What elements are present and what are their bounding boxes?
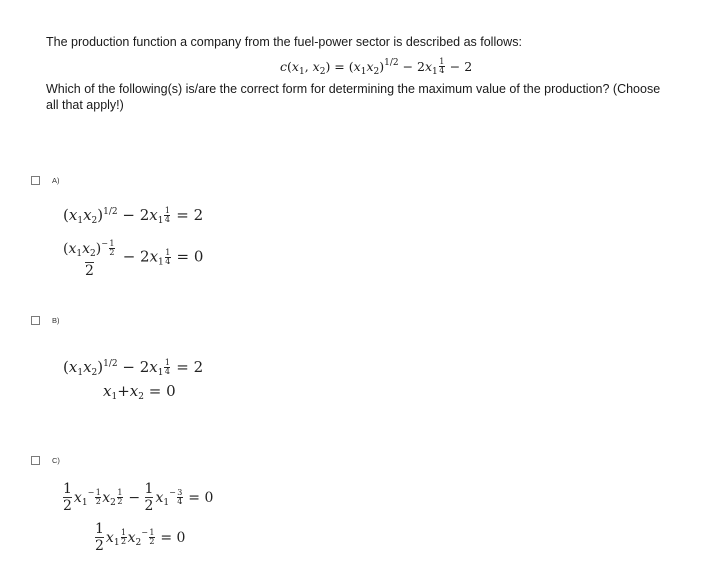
- option-a-checkbox[interactable]: [31, 176, 40, 185]
- option-a-equation-2: $(x_1x_2)^-$ $^{\frac{1}{2}}$ 2 − $2x_1$ $^{\frac{1}{4}}$ = 0: [63, 239, 204, 279]
- question-line-1: The production function a company from the fuel-power sector is described as follows:: [46, 35, 522, 49]
- option-a[interactable]: [31, 176, 60, 185]
- option-c-label: C): [52, 456, 60, 465]
- option-c-equation-1: $\frac{1}{2}$ $x_1^-$ $^{\frac{1}{2}}$ $x_2$ $^{\frac{1}{2}}$ − $\frac{1}{2}$ $x_1^-$ $^{\frac{3}{4}}$ = 0: [63, 481, 214, 514]
- option-b-label: B): [52, 316, 60, 325]
- option-c[interactable]: [31, 456, 60, 465]
- option-b-equation-1: $(x_1x_2)^{1/2} - 2x_1$ $^{\frac{1}{4}}$ = 2: [63, 358, 204, 378]
- option-b-checkbox[interactable]: [31, 316, 40, 325]
- option-a-equation-1: $(x_1x_2)^{1/2} - 2x_1$ $^{\frac{1}{4}}$ = 2: [63, 206, 204, 226]
- option-c-checkbox[interactable]: [31, 456, 40, 465]
- question-text: [46, 34, 718, 50]
- question-line-2: Which of the following(s) is/are the correct form for determining the maximum value of the production? (Choose: [46, 82, 661, 96]
- option-b-equation-2: $x_1+x_2 = 0$: [103, 382, 176, 402]
- option-a-label: A): [52, 176, 60, 185]
- question-line-3: all that apply!): [46, 98, 124, 112]
- option-c-equation-2: $\frac{1}{2}$ $x_1$ $^{\frac{1}{2}}$ $x_2^-$ $^{\frac{1}{2}}$ = 0: [95, 521, 186, 554]
- production-function-equation: $c(x_1$, $x_2) = (x_1x_2)^{1/2} - 2x_1$ $^{\frac{1}{4}}$ − 2: [280, 57, 473, 77]
- option-b[interactable]: [31, 316, 60, 325]
